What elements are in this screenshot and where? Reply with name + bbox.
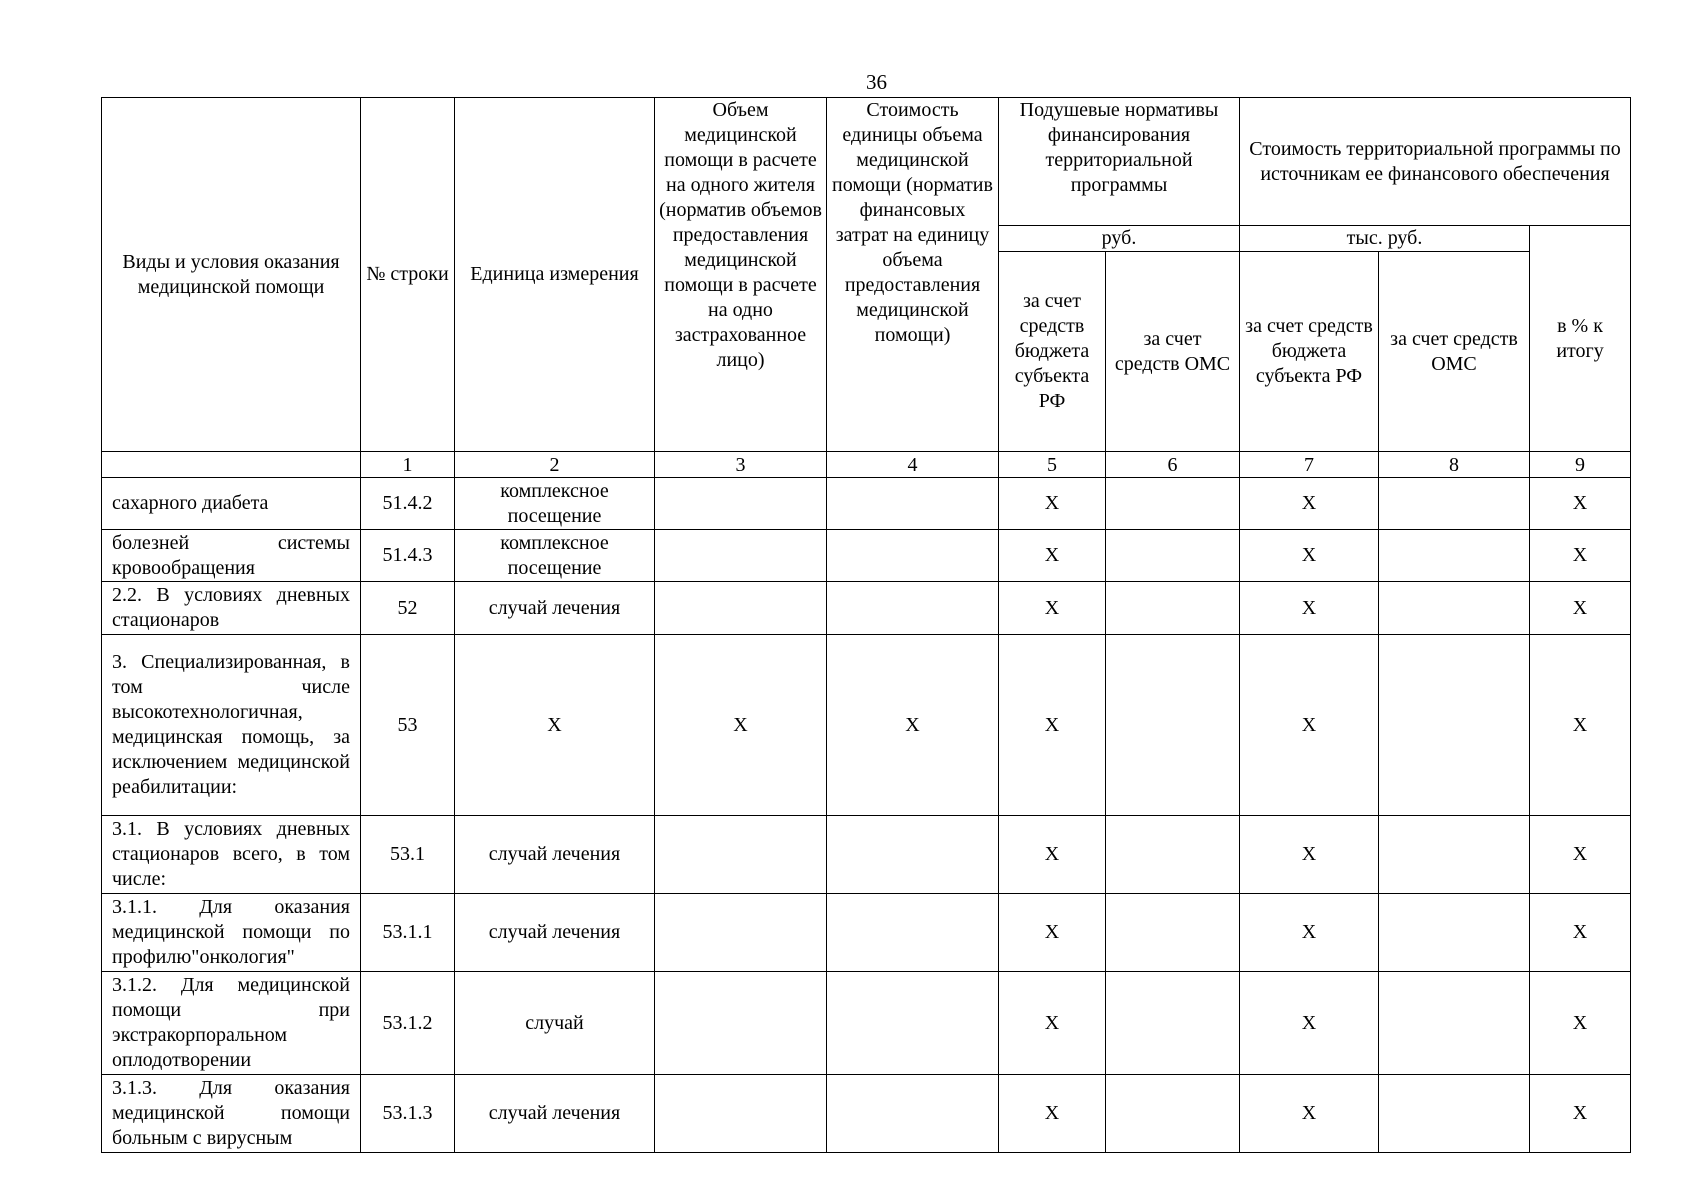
- row-oms-rub: [1106, 816, 1240, 894]
- column-number: 2: [455, 452, 655, 478]
- row-oms-thousand: [1379, 635, 1530, 816]
- column-number: 3: [655, 452, 827, 478]
- row-oms-thousand: [1379, 816, 1530, 894]
- table-row: [102, 635, 1631, 816]
- row-volume: [655, 1075, 827, 1153]
- row-oms-rub: [1106, 894, 1240, 972]
- row-volume: [655, 530, 827, 582]
- header-unit-rub: руб.: [999, 226, 1240, 252]
- row-oms-rub: [1106, 582, 1240, 635]
- header-oms-thousand: за счет средств ОМС: [1379, 252, 1530, 452]
- row-percent: X: [1530, 816, 1631, 894]
- row-oms-thousand: [1379, 478, 1530, 530]
- row-percent: X: [1530, 894, 1631, 972]
- row-unit: случай: [455, 972, 655, 1075]
- header-unit-cost: Стоимость единицы объема медицинской помощи (норматив финансовых затрат на единицу объема предоставления медицинской помощи): [827, 98, 999, 452]
- row-budget-thousand: X: [1240, 972, 1379, 1075]
- row-cost: [827, 530, 999, 582]
- header-kind: Виды и условия оказания медицинской помощи: [102, 98, 361, 452]
- row-cost: [827, 972, 999, 1075]
- row-cost: [827, 894, 999, 972]
- row-volume: [655, 972, 827, 1075]
- table-row: [102, 530, 1631, 582]
- header-unit-thousand-rub: тыс. руб.: [1240, 226, 1530, 252]
- page-number: 36: [866, 70, 887, 94]
- row-oms-rub: [1106, 1075, 1240, 1153]
- row-cost: [827, 816, 999, 894]
- row-unit: X: [455, 635, 655, 816]
- row-oms-thousand: [1379, 894, 1530, 972]
- row-volume: [655, 478, 827, 530]
- row-name: 3.1.2. Для медицинской помощи при экстракорпоральном оплодотворении: [102, 972, 361, 1075]
- row-name: сахарного диабета: [102, 478, 361, 530]
- header-percent: в % к итогу: [1530, 226, 1631, 452]
- row-budget-thousand: X: [1240, 635, 1379, 816]
- row-oms-rub: [1106, 530, 1240, 582]
- row-budget-thousand: X: [1240, 530, 1379, 582]
- row-cost: [827, 1075, 999, 1153]
- row-line: 53.1.2: [361, 972, 455, 1075]
- row-oms-rub: [1106, 972, 1240, 1075]
- header-volume: Объем медицинской помощи в расчете на одного жителя (норматив объемов предоставления медицинской помощи в расчете на одно застрахованное лицо): [655, 98, 827, 452]
- row-budget-rub: X: [999, 1075, 1106, 1153]
- row-oms-thousand: [1379, 972, 1530, 1075]
- row-oms-rub: [1106, 478, 1240, 530]
- row-oms-thousand: [1379, 530, 1530, 582]
- row-percent: X: [1530, 478, 1631, 530]
- header-oms-rub: за счет средств ОМС: [1106, 252, 1240, 452]
- row-percent: X: [1530, 1075, 1631, 1153]
- row-name: болезней системы кровообращения: [102, 530, 361, 582]
- table-row: [102, 478, 1631, 530]
- header-budget-rub: за счет средств бюджета субъекта РФ: [999, 252, 1106, 452]
- column-number: 7: [1240, 452, 1379, 478]
- row-percent: X: [1530, 635, 1631, 816]
- row-volume: [655, 582, 827, 635]
- row-budget-rub: X: [999, 582, 1106, 635]
- row-name: 3. Специализированная, в том числе высокотехнологичная, медицинская помощь, за исключением медицинской реабилитации:: [102, 635, 361, 816]
- column-number: 1: [361, 452, 455, 478]
- column-number: [102, 452, 361, 478]
- column-number: 4: [827, 452, 999, 478]
- row-budget-rub: X: [999, 816, 1106, 894]
- row-unit: случай лечения: [455, 1075, 655, 1153]
- row-unit: случай лечения: [455, 816, 655, 894]
- row-budget-thousand: X: [1240, 894, 1379, 972]
- row-percent: X: [1530, 530, 1631, 582]
- row-budget-rub: X: [999, 972, 1106, 1075]
- row-oms-rub: [1106, 635, 1240, 816]
- row-percent: X: [1530, 582, 1631, 635]
- row-unit: комплексное посещение: [455, 530, 655, 582]
- header-program-cost-group: Стоимость территориальной программы по источникам ее финансового обеспечения: [1240, 98, 1631, 226]
- row-budget-rub: X: [999, 478, 1106, 530]
- row-oms-thousand: [1379, 582, 1530, 635]
- row-budget-thousand: X: [1240, 816, 1379, 894]
- row-cost: X: [827, 635, 999, 816]
- column-number: 9: [1530, 452, 1631, 478]
- header-unit: Единица измерения: [455, 98, 655, 452]
- row-budget-rub: X: [999, 894, 1106, 972]
- row-volume: [655, 894, 827, 972]
- row-name: 3.1.1. Для оказания медицинской помощи по профилю"онкология": [102, 894, 361, 972]
- row-unit: случай лечения: [455, 582, 655, 635]
- row-name: 2.2. В условиях дневных стационаров: [102, 582, 361, 635]
- row-line: 51.4.2: [361, 478, 455, 530]
- row-line: 52: [361, 582, 455, 635]
- row-oms-thousand: [1379, 1075, 1530, 1153]
- row-line: 53: [361, 635, 455, 816]
- medical-care-table: [101, 97, 1631, 1153]
- row-line: 53.1: [361, 816, 455, 894]
- row-line: 53.1.1: [361, 894, 455, 972]
- row-volume: [655, 816, 827, 894]
- header-per-capita-group: Подушевые нормативы финансирования территориальной программы: [999, 98, 1240, 226]
- row-budget-thousand: X: [1240, 1075, 1379, 1153]
- row-name: 3.1.3. Для оказания медицинской помощи больным с вирусным: [102, 1075, 361, 1153]
- table-row: [102, 894, 1631, 972]
- column-number: 6: [1106, 452, 1240, 478]
- row-percent: X: [1530, 972, 1631, 1075]
- row-unit: случай лечения: [455, 894, 655, 972]
- header-line-number: № строки: [361, 98, 455, 452]
- row-volume: X: [655, 635, 827, 816]
- row-name: 3.1. В условиях дневных стационаров всего, в том числе:: [102, 816, 361, 894]
- row-budget-rub: X: [999, 635, 1106, 816]
- row-unit: комплексное посещение: [455, 478, 655, 530]
- row-budget-thousand: X: [1240, 582, 1379, 635]
- table-row: [102, 582, 1631, 635]
- row-line: 53.1.3: [361, 1075, 455, 1153]
- column-number: 5: [999, 452, 1106, 478]
- row-cost: [827, 478, 999, 530]
- table-row: [102, 972, 1631, 1075]
- row-budget-rub: X: [999, 530, 1106, 582]
- row-cost: [827, 582, 999, 635]
- column-number: 8: [1379, 452, 1530, 478]
- row-budget-thousand: X: [1240, 478, 1379, 530]
- table-row: [102, 816, 1631, 894]
- header-budget-thousand: за счет средств бюджета субъекта РФ: [1240, 252, 1379, 452]
- row-line: 51.4.3: [361, 530, 455, 582]
- table-row: [102, 1075, 1631, 1153]
